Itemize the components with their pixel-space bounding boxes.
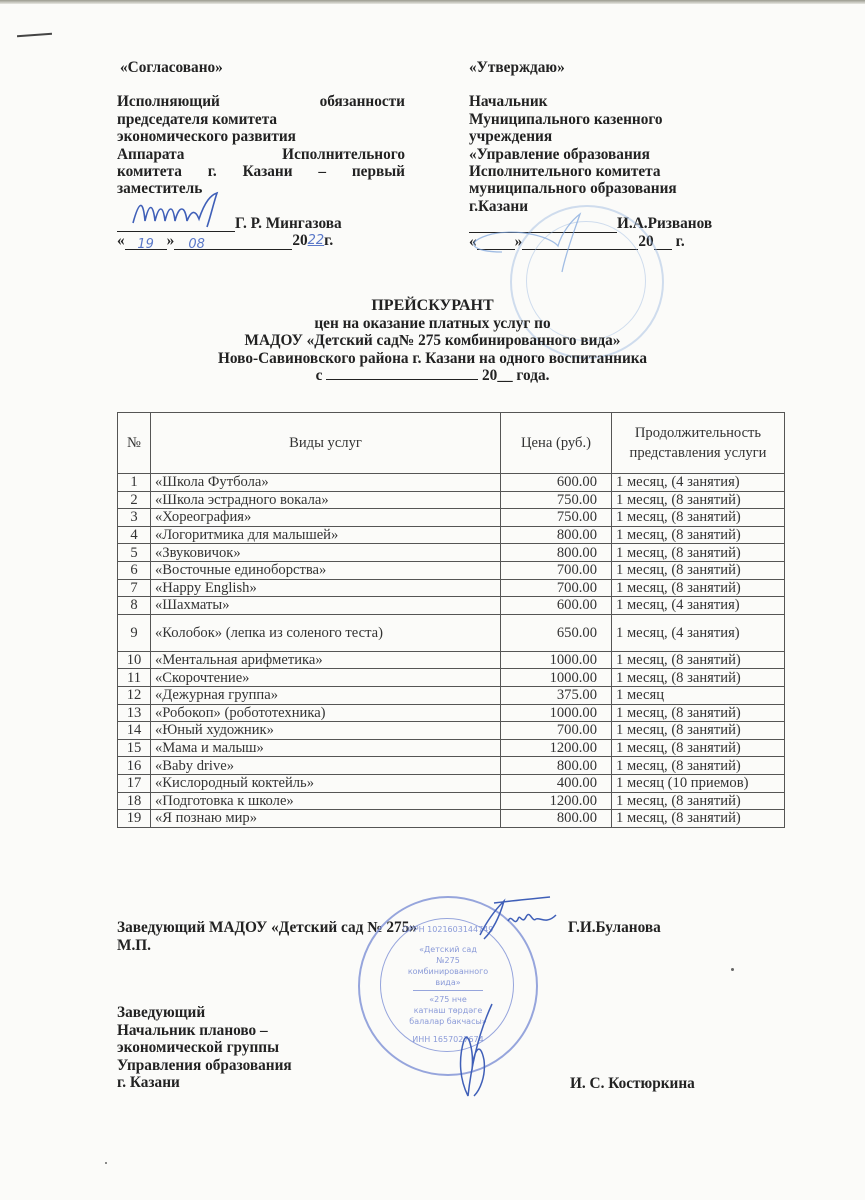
stamp-center-line-tt: катнаш төрдәге <box>413 1006 483 1015</box>
date-month-field <box>174 235 292 250</box>
row-duration: 1 месяц, (8 занятий) <box>612 579 785 597</box>
position-line: экономического развития <box>117 128 296 146</box>
stamp-center-line: вида» <box>435 978 461 987</box>
table-row <box>118 526 785 544</box>
row-price: 650.00 <box>501 614 612 651</box>
row-price: 750.00 <box>501 491 612 509</box>
table-header-row <box>118 413 785 474</box>
date-year-suffix: 22 <box>307 233 325 249</box>
row-service-name: «Скорочтение» <box>151 669 501 687</box>
row-duration: 1 месяц, (8 занятий) <box>612 651 785 669</box>
row-price: 1200.00 <box>501 739 612 757</box>
handwritten-signature-head <box>470 895 560 945</box>
row-duration: 1 месяц, (8 занятий) <box>612 704 785 722</box>
document-title: ПРЕЙСКУРАНТ <box>371 297 494 314</box>
row-price: 1000.00 <box>501 704 612 722</box>
row-service-name: «Ментальная арифметика» <box>151 651 501 669</box>
position-line: Управления образования <box>117 1056 292 1074</box>
position-line: Аппарата Исполнительного <box>117 145 405 163</box>
position-line: муниципального образования <box>469 180 677 198</box>
row-service-name: «Школа эстрадного вокала» <box>151 491 501 509</box>
row-duration: 1 месяц, (8 занятий) <box>612 757 785 775</box>
row-num: 6 <box>118 561 151 579</box>
table-row <box>118 491 785 509</box>
row-service-name: «Дежурная группа» <box>151 686 501 704</box>
signature-line <box>117 215 405 232</box>
table-row <box>118 544 785 562</box>
row-duration: 1 месяц, (8 занятий) <box>612 544 785 562</box>
row-service-name: «Колобок» (лепка из соленого теста) <box>151 614 501 651</box>
table-row <box>118 722 785 740</box>
row-duration: 1 месяц, (8 занятий) <box>612 526 785 544</box>
row-duration: 1 месяц, (8 занятий) <box>612 792 785 810</box>
row-price: 1000.00 <box>501 651 612 669</box>
row-num: 14 <box>118 722 151 740</box>
handwritten-signature-right <box>462 212 642 282</box>
seal-label: М.П. <box>117 936 151 954</box>
position-line: Начальник планово – <box>117 1021 268 1039</box>
row-duration: 1 месяц, (8 занятий) <box>612 669 785 687</box>
row-num: 18 <box>118 792 151 810</box>
handwritten-signature-second <box>450 1000 510 1100</box>
row-num: 12 <box>118 686 151 704</box>
row-service-name: «Восточные единоборства» <box>151 561 501 579</box>
row-duration: 1 месяц, (8 занятий) <box>612 491 785 509</box>
stamp-divider <box>413 990 483 991</box>
row-num: 1 <box>118 474 151 492</box>
scan-edge <box>0 0 865 4</box>
row-service-name: «Подготовка к школе» <box>151 792 501 810</box>
row-duration: 1 месяц, (4 занятия) <box>612 474 785 492</box>
row-num: 5 <box>118 544 151 562</box>
scan-speck <box>105 1162 107 1164</box>
position-line: председателя комитета <box>117 110 278 128</box>
scan-pen-mark <box>17 33 52 37</box>
table-row <box>118 669 785 687</box>
title-date-line <box>0 367 865 385</box>
row-price: 600.00 <box>501 597 612 615</box>
table-row <box>118 686 785 704</box>
row-num: 15 <box>118 739 151 757</box>
price-table-body <box>118 474 785 828</box>
table-row <box>118 704 785 722</box>
row-price: 600.00 <box>501 474 612 492</box>
stamp-ogrn: ОГРН 1021603144749 <box>402 925 494 934</box>
row-service-name: «Хореография» <box>151 509 501 527</box>
head-position: Заведующий МАДОУ «Детский сад № 275» <box>117 919 417 936</box>
price-table <box>117 412 785 828</box>
row-num: 19 <box>118 810 151 828</box>
row-num: 9 <box>118 614 151 651</box>
date-year-end: г. <box>324 232 334 250</box>
date-quote-open: « <box>117 232 125 250</box>
table-row <box>118 509 785 527</box>
approval-agreed-title: «Согласовано» <box>120 59 223 76</box>
stamp-center-line: комбинированного <box>407 967 489 976</box>
row-num: 7 <box>118 579 151 597</box>
row-num: 4 <box>118 526 151 544</box>
row-service-name: «Кислородный коктейль» <box>151 774 501 792</box>
position-line: Муниципального казенного <box>469 110 663 128</box>
row-duration: 1 месяц, (8 занятий) <box>612 509 785 527</box>
stamp-center-line: №275 <box>436 956 460 965</box>
title-line: цен на оказание платных услуг по <box>314 314 551 332</box>
row-num: 2 <box>118 491 151 509</box>
header-service: Виды услуг <box>151 413 501 474</box>
row-price: 1000.00 <box>501 669 612 687</box>
row-price: 800.00 <box>501 526 612 544</box>
row-duration: 1 месяц <box>612 686 785 704</box>
row-price: 700.00 <box>501 561 612 579</box>
row-price: 800.00 <box>501 810 612 828</box>
signer-name: Г. Р. Мингазова <box>235 214 342 232</box>
header-num: № <box>118 413 151 474</box>
row-duration: 1 месяц, (4 занятия) <box>612 614 785 651</box>
row-price: 375.00 <box>501 686 612 704</box>
row-service-name: «Happy English» <box>151 579 501 597</box>
position-line: «Управление образования <box>469 145 650 163</box>
table-row <box>118 739 785 757</box>
row-num: 17 <box>118 774 151 792</box>
approval-agreed-block <box>117 59 405 250</box>
date-month: 08 <box>188 236 205 252</box>
title-line: МАДОУ «Детский сад№ 275 комбинированного вида» <box>244 332 621 350</box>
table-row <box>118 579 785 597</box>
row-service-name: «Юный художник» <box>151 722 501 740</box>
handwritten-signature <box>125 191 245 231</box>
row-price: 700.00 <box>501 579 612 597</box>
date-year-prefix: 20 <box>638 232 654 250</box>
title-line: Ново-Савиновского района г. Казани на одного воспитанника <box>218 349 647 367</box>
row-price: 1200.00 <box>501 792 612 810</box>
row-service-name: «Логоритмика для малышей» <box>151 526 501 544</box>
second-signature-block <box>117 1004 292 1092</box>
second-name: И. С. Костюркина <box>570 1075 695 1092</box>
position-line: г.Казани <box>469 197 529 215</box>
row-service-name: «Мама и малыш» <box>151 739 501 757</box>
row-service-name: «Звуковичок» <box>151 544 501 562</box>
date-quote-close: » <box>166 232 175 250</box>
row-num: 8 <box>118 597 151 615</box>
row-num: 10 <box>118 651 151 669</box>
title-date-suffix: 20__ года. <box>482 367 550 385</box>
header-price: Цена (руб.) <box>501 413 612 474</box>
date-day: 19 <box>137 236 154 252</box>
document-title-block <box>0 297 865 385</box>
table-row <box>118 792 785 810</box>
row-service-name: «Я познаю мир» <box>151 810 501 828</box>
row-duration: 1 месяц, (8 занятий) <box>612 561 785 579</box>
position-line: Исполнительного комитета <box>469 163 661 181</box>
row-service-name: «Шахматы» <box>151 597 501 615</box>
row-duration: 1 месяц, (8 занятий) <box>612 810 785 828</box>
table-row <box>118 810 785 828</box>
row-service-name: «Робокоп» (робототехника) <box>151 704 501 722</box>
table-row <box>118 614 785 651</box>
row-price: 800.00 <box>501 757 612 775</box>
date-quote-close: » <box>514 232 523 250</box>
row-price: 750.00 <box>501 509 612 527</box>
position-line: г. Казани <box>117 1074 180 1092</box>
table-row <box>118 597 785 615</box>
stamp-center-line: «Детский сад <box>419 945 477 954</box>
head-name: Г.И.Буланова <box>568 919 661 936</box>
date-day-field <box>125 235 167 250</box>
title-date-blank <box>326 367 478 380</box>
date-line <box>117 232 405 252</box>
stamp-center-line-tt: балалар бакчасы» <box>409 1017 487 1026</box>
table-row <box>118 474 785 492</box>
row-price: 400.00 <box>501 774 612 792</box>
position-line: Исполняющий обязанности <box>117 93 405 111</box>
signer-name: И.А.Ризванов <box>617 215 713 233</box>
stamp-center-line-tt: «275 нче <box>429 995 467 1004</box>
row-price: 800.00 <box>501 544 612 562</box>
row-num: 13 <box>118 704 151 722</box>
position-line: комитета г. Казани – первый <box>117 163 405 181</box>
approval-approve-title: «Утверждаю» <box>469 59 565 76</box>
position-line: учреждения <box>469 128 553 146</box>
row-num: 11 <box>118 669 151 687</box>
position-line: экономической группы <box>117 1039 280 1057</box>
date-year-prefix: 20 <box>292 232 308 250</box>
stamp-inn: ИНН 1657027674 <box>412 1035 484 1044</box>
row-num: 3 <box>118 509 151 527</box>
position-line: заместитель <box>117 180 203 198</box>
table-row <box>118 561 785 579</box>
table-row <box>118 774 785 792</box>
table-row <box>118 651 785 669</box>
row-num: 16 <box>118 757 151 775</box>
date-year-end: г. <box>675 232 685 250</box>
position-line: Начальник <box>469 93 548 111</box>
row-service-name: «Baby drive» <box>151 757 501 775</box>
row-duration: 1 месяц, (8 занятий) <box>612 739 785 757</box>
date-quote-open: « <box>469 232 477 250</box>
row-duration: 1 месяц, (8 занятий) <box>612 722 785 740</box>
row-price: 700.00 <box>501 722 612 740</box>
row-duration: 1 месяц, (4 занятия) <box>612 597 785 615</box>
position-line: Заведующий <box>117 1004 206 1021</box>
title-date-prefix: с <box>315 367 323 385</box>
row-service-name: «Школа Футбола» <box>151 474 501 492</box>
header-duration: Продолжительность представления услуги <box>612 413 785 474</box>
scan-speck <box>731 968 734 971</box>
row-duration: 1 месяц (10 приемов) <box>612 774 785 792</box>
table-row <box>118 757 785 775</box>
